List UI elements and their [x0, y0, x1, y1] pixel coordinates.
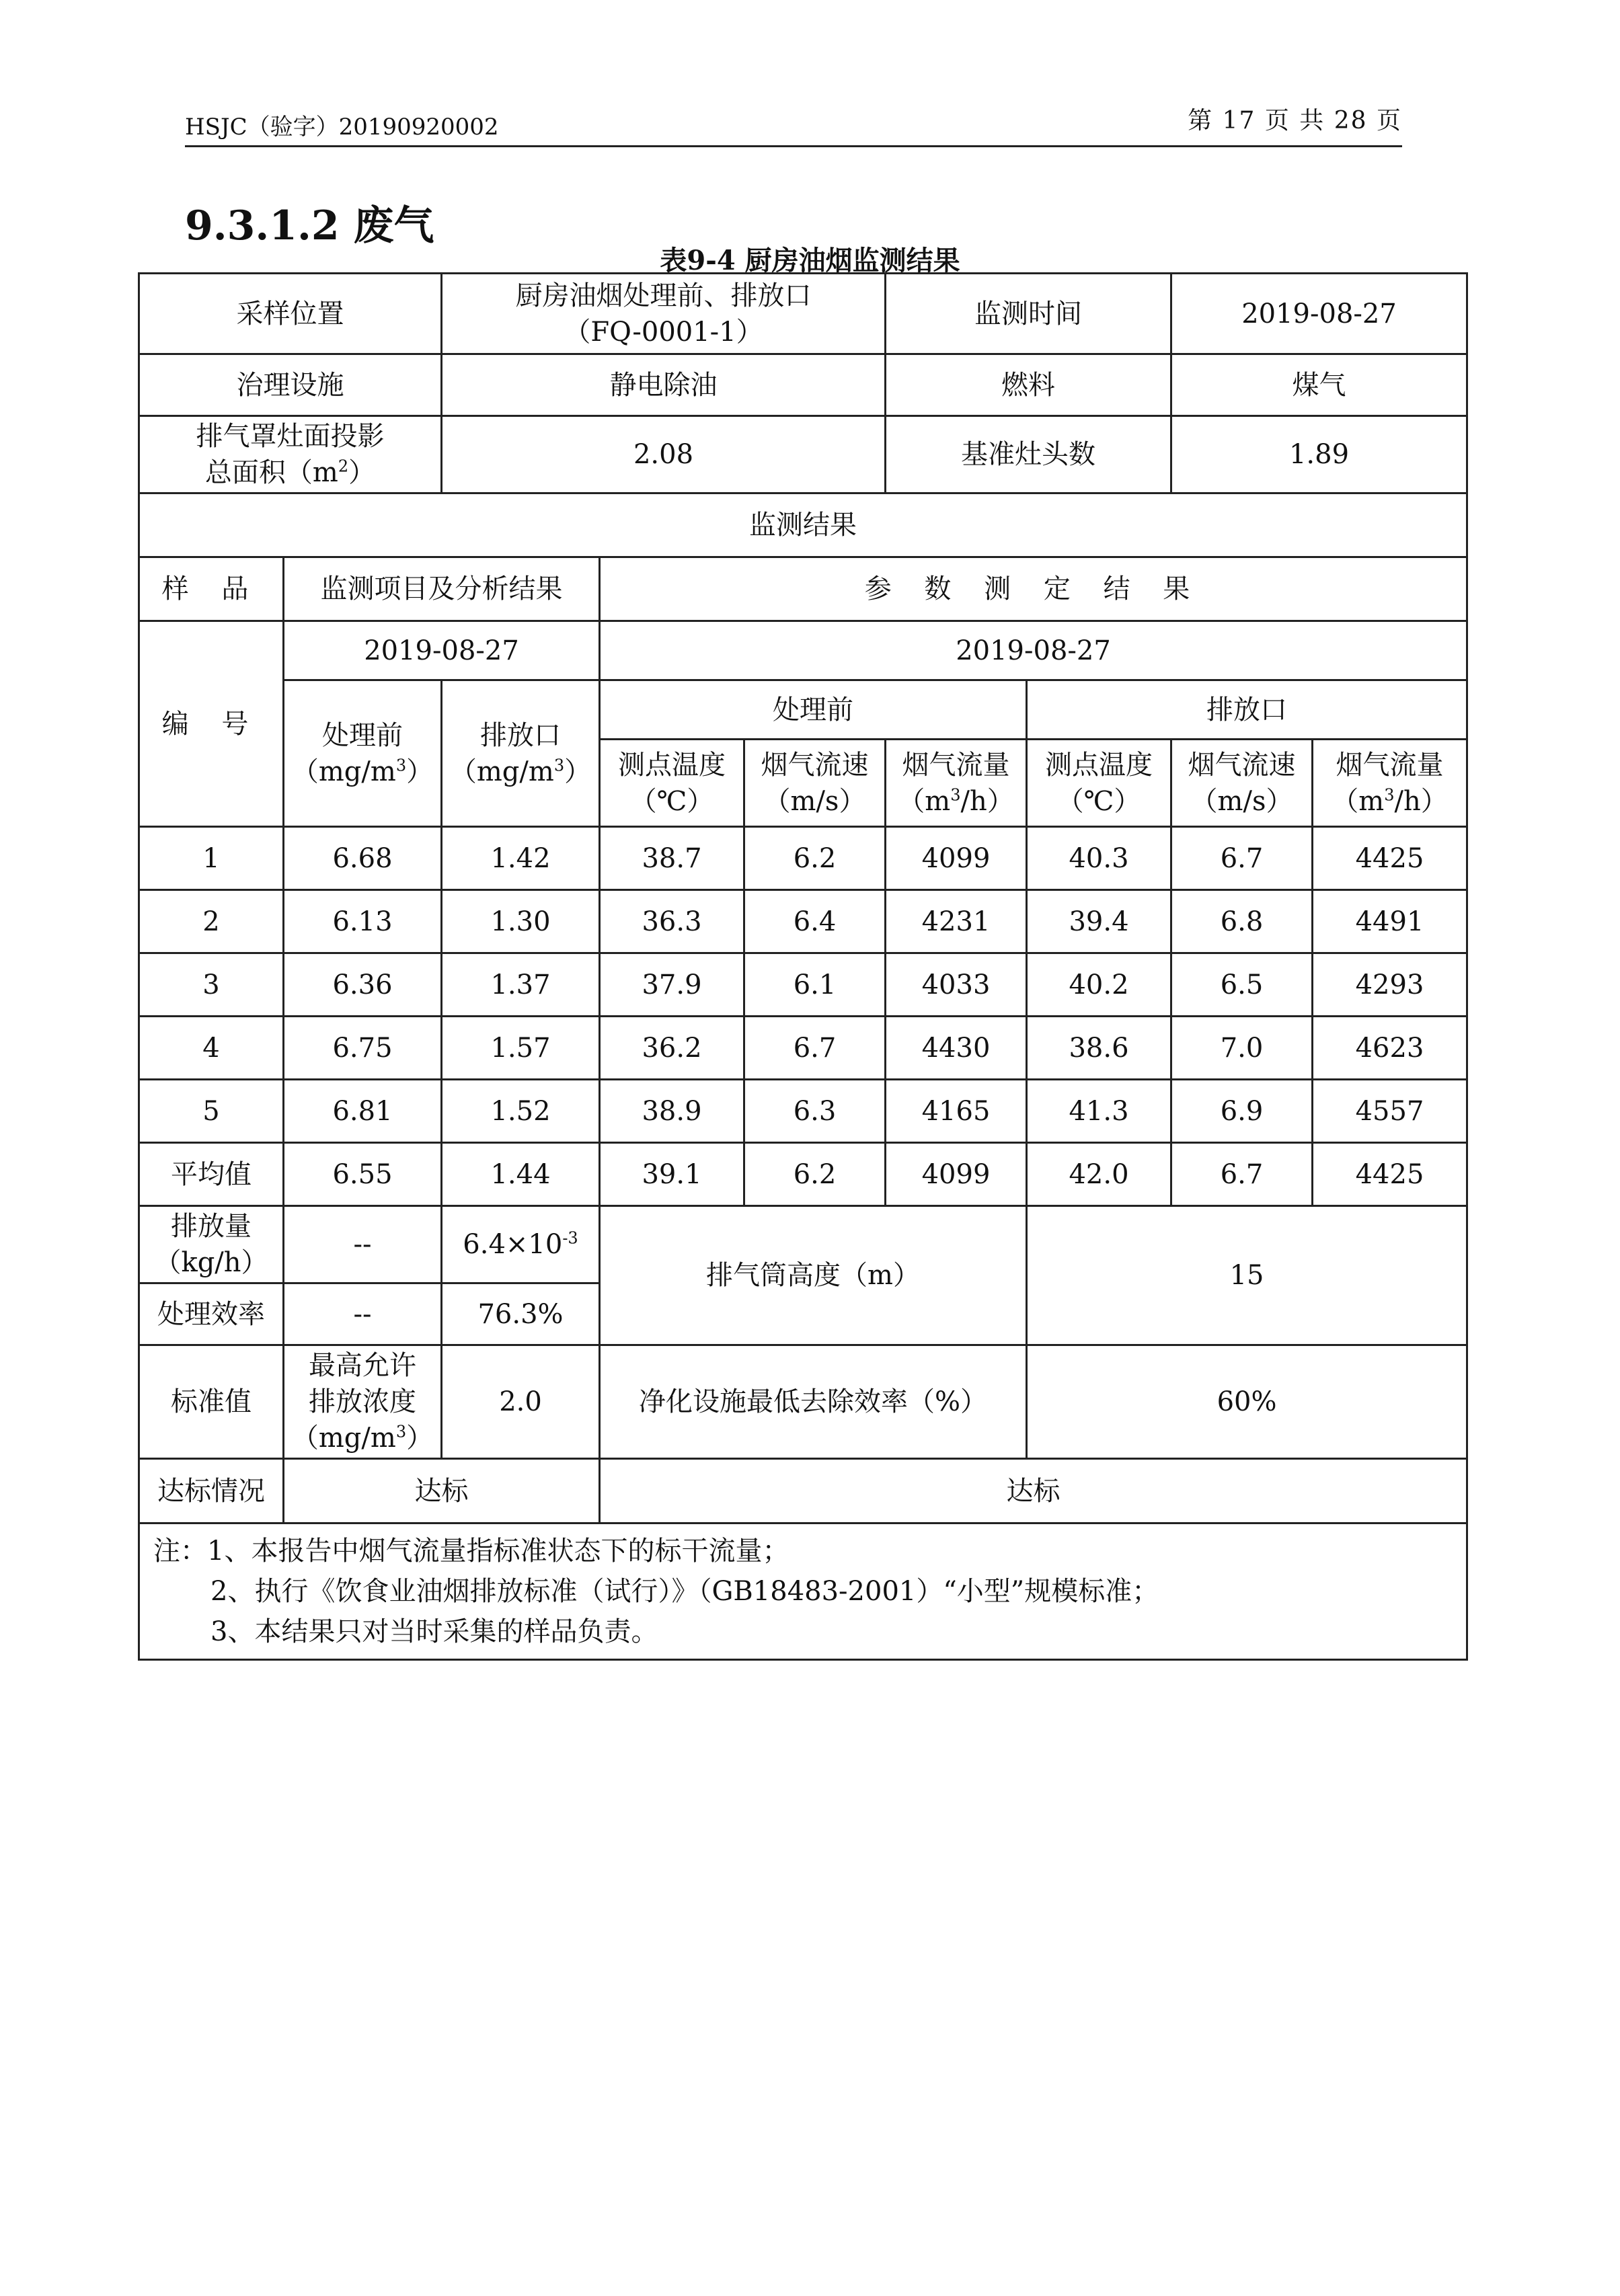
stack-height-value: 15: [1027, 1206, 1467, 1345]
sampling-location-line2: （FQ-0001-1）: [564, 316, 763, 348]
stack-height-label: 排气筒高度（m）: [600, 1206, 1027, 1345]
note-2: 2、执行《饮食业油烟排放标准（试行）》（GB18483-2001）“小型”规模标准；: [210, 1576, 1159, 1607]
avg-before-velocity: 6.2: [744, 1143, 886, 1206]
flow-unit-suffix: /h）: [1394, 785, 1448, 817]
before-conc: 6.81: [284, 1080, 442, 1143]
compliance-row: [139, 1459, 1467, 1523]
flow-unit: [889, 783, 1023, 820]
conc-unit-sup: 3: [553, 756, 565, 775]
velocity-unit: （m/s）: [1190, 785, 1293, 817]
velocity-label: 烟气流速: [1188, 749, 1296, 781]
velocity-label: 烟气流速: [761, 749, 869, 781]
header-row-1: [139, 557, 1467, 621]
temp-unit: （℃）: [1056, 785, 1141, 817]
avg-outlet-velocity: 6.7: [1171, 1143, 1313, 1206]
before-temp: 36.3: [600, 890, 744, 953]
hood-area-label-sup: 2: [338, 457, 349, 476]
outlet-velocity: 7.0: [1171, 1017, 1313, 1080]
treatment-label: 治理设施: [139, 354, 442, 416]
before-temp: 37.9: [600, 953, 744, 1017]
before-flow: 4165: [886, 1080, 1027, 1143]
date-right: 2019-08-27: [600, 621, 1467, 680]
fuel-label: 燃料: [886, 354, 1171, 416]
before-temp-header: [600, 740, 744, 827]
row-id: 4: [139, 1017, 284, 1080]
before-velocity: 6.3: [744, 1080, 886, 1143]
before-group-header: 处理前: [600, 680, 1027, 740]
standard-row: [139, 1345, 1467, 1459]
header-row-2: [139, 621, 1467, 680]
outlet-temp: 41.3: [1027, 1080, 1171, 1143]
table-row: [139, 953, 1467, 1017]
outlet-flow-header: [1313, 740, 1467, 827]
results-title: 监测结果: [139, 493, 1467, 557]
outlet-flow: 4293: [1313, 953, 1467, 1017]
standard-unit-suffix: ）: [406, 1423, 434, 1454]
row-id: 5: [139, 1080, 284, 1143]
params-header: 参 数 测 定 结 果: [600, 557, 1467, 621]
before-velocity: 6.7: [744, 1017, 886, 1080]
sampling-location-line1: 厨房油烟处理前、排放口: [515, 280, 812, 311]
standard-item-line1: 最高允许: [309, 1350, 416, 1381]
outlet-temp: 40.3: [1027, 827, 1171, 890]
emission-outlet-sup: -3: [562, 1228, 578, 1248]
compliance-right: 达标: [600, 1459, 1467, 1523]
hood-area-label-line2: [143, 454, 438, 491]
efficiency-before: --: [284, 1283, 442, 1345]
standard-unit-prefix: （mg/m: [291, 1423, 396, 1454]
outlet-conc: 1.30: [442, 890, 600, 953]
monitoring-time-label: 监测时间: [886, 274, 1171, 354]
table-row: [139, 827, 1467, 890]
before-flow-header: [886, 740, 1027, 827]
flow-unit-prefix: （m: [1332, 785, 1385, 817]
outlet-flow: 4623: [1313, 1017, 1467, 1080]
flow-unit-prefix: （m: [898, 785, 951, 817]
emission-label-line2: （kg/h）: [154, 1247, 268, 1278]
standard-item-line3: [287, 1420, 438, 1456]
outlet-conc-unit: [445, 754, 596, 790]
emission-label: [139, 1206, 284, 1283]
before-conc-label: 处理前: [322, 719, 403, 751]
efficiency-label: 处理效率: [139, 1283, 284, 1345]
outlet-velocity-header: [1171, 740, 1313, 827]
compliance-label: 达标情况: [139, 1459, 284, 1523]
hood-area-label-end: ）: [348, 457, 376, 488]
flow-unit: [1316, 783, 1463, 820]
outlet-conc: 1.57: [442, 1017, 600, 1080]
conc-unit-prefix: （mg/m: [291, 756, 396, 787]
standard-item: [284, 1345, 442, 1459]
before-conc: 6.13: [284, 890, 442, 953]
row-id: 1: [139, 827, 284, 890]
flow-unit-sup: 3: [950, 785, 961, 805]
avg-outlet-conc: 1.44: [442, 1143, 600, 1206]
standard-label: 标准值: [139, 1345, 284, 1459]
notes: [139, 1523, 1467, 1660]
emission-row: [139, 1206, 1467, 1283]
compliance-left: 达标: [284, 1459, 600, 1523]
emission-outlet: [442, 1206, 600, 1283]
outlet-temp: 39.4: [1027, 890, 1171, 953]
flow-label: 烟气流量: [1336, 749, 1444, 781]
page-header: [185, 94, 1402, 147]
header-row-3: [139, 680, 1467, 740]
avg-outlet-temp: 42.0: [1027, 1143, 1171, 1206]
outlet-conc-label: 排放口: [480, 719, 561, 751]
number-header: 编 号: [139, 621, 284, 827]
outlet-velocity: 6.7: [1171, 827, 1313, 890]
outlet-velocity: 6.9: [1171, 1080, 1313, 1143]
hood-area-label-line1: 排气罩灶面投影: [196, 421, 385, 452]
before-conc-unit: [287, 754, 438, 790]
temp-unit: （℃）: [629, 785, 714, 817]
standard-item-line2: 排放浓度: [309, 1386, 416, 1417]
info-row-2: [139, 354, 1467, 416]
info-row-3: [139, 416, 1467, 493]
fuel-value: 煤气: [1171, 354, 1467, 416]
conc-unit-suffix: ）: [406, 756, 434, 787]
conc-unit-prefix: （mg/m: [449, 756, 554, 787]
standard-unit-sup: 3: [395, 1422, 407, 1441]
before-conc: 6.68: [284, 827, 442, 890]
average-row: [139, 1143, 1467, 1206]
base-burners-value: 1.89: [1171, 416, 1467, 493]
sample-header: 样 品: [139, 557, 284, 621]
results-title-row: [139, 493, 1467, 557]
emission-outlet-base: 6.4×10: [463, 1229, 563, 1260]
flow-unit-suffix: /h）: [960, 785, 1014, 817]
conc-unit-sup: 3: [395, 756, 407, 775]
before-flow: 4033: [886, 953, 1027, 1017]
monitoring-time-value: 2019-08-27: [1171, 274, 1467, 354]
items-header: 监测项目及分析结果: [284, 557, 600, 621]
avg-before-temp: 39.1: [600, 1143, 744, 1206]
notes-row: [139, 1523, 1467, 1660]
emission-label-line1: 排放量: [171, 1211, 252, 1242]
sampling-location-cell: [442, 274, 886, 354]
velocity-unit: （m/s）: [763, 785, 866, 817]
row-id: 3: [139, 953, 284, 1017]
hood-area-label: [139, 416, 442, 493]
before-flow: 4430: [886, 1017, 1027, 1080]
avg-before-flow: 4099: [886, 1143, 1027, 1206]
hood-area-label-text: 总面积（m: [204, 457, 338, 488]
before-conc: 6.36: [284, 953, 442, 1017]
min-efficiency-value: 60%: [1027, 1345, 1467, 1459]
hood-area-value: 2.08: [442, 416, 886, 493]
before-flow: 4231: [886, 890, 1027, 953]
conc-unit-suffix: ）: [564, 756, 592, 787]
flow-label: 烟气流量: [902, 749, 1010, 781]
before-temp: 38.7: [600, 827, 744, 890]
temp-label: 测点温度: [1045, 749, 1153, 781]
treatment-value: 静电除油: [442, 354, 886, 416]
avg-before-conc: 6.55: [284, 1143, 442, 1206]
before-temp: 36.2: [600, 1017, 744, 1080]
before-velocity: 6.4: [744, 890, 886, 953]
before-velocity: 6.1: [744, 953, 886, 1017]
table-row: [139, 1080, 1467, 1143]
outlet-temp: 40.2: [1027, 953, 1171, 1017]
standard-value: 2.0: [442, 1345, 600, 1459]
page-info: 第 17 页 共 28 页: [1188, 107, 1402, 134]
table-row: [139, 1017, 1467, 1080]
emission-before: --: [284, 1206, 442, 1283]
outlet-flow: 4557: [1313, 1080, 1467, 1143]
outlet-flow: 4425: [1313, 827, 1467, 890]
before-velocity-header: [744, 740, 886, 827]
min-efficiency-label: 净化设施最低去除效率（%）: [600, 1345, 1027, 1459]
before-velocity: 6.2: [744, 827, 886, 890]
document-number: HSJC（验字）20190920002: [185, 114, 499, 141]
flow-unit-sup: 3: [1384, 785, 1395, 805]
outlet-conc: 1.37: [442, 953, 600, 1017]
note-3: 3、本结果只对当时采集的样品负责。: [210, 1616, 658, 1647]
info-row-1: [139, 274, 1467, 354]
outlet-velocity: 6.8: [1171, 890, 1313, 953]
before-temp: 38.9: [600, 1080, 744, 1143]
row-id: 2: [139, 890, 284, 953]
table-row: [139, 890, 1467, 953]
outlet-temp-header: [1027, 740, 1171, 827]
outlet-flow: 4491: [1313, 890, 1467, 953]
outlet-velocity: 6.5: [1171, 953, 1313, 1017]
table-title: 表9-4 厨房油烟监测结果: [660, 245, 960, 276]
outlet-conc-header: [442, 680, 600, 827]
outlet-group-header: 排放口: [1027, 680, 1467, 740]
temp-label: 测点温度: [618, 749, 726, 781]
note-1: 注：1、本报告中烟气流量指标准状态下的标干流量；: [153, 1536, 789, 1567]
before-conc: 6.75: [284, 1017, 442, 1080]
avg-outlet-flow: 4425: [1313, 1143, 1467, 1206]
outlet-conc: 1.52: [442, 1080, 600, 1143]
date-left: 2019-08-27: [284, 621, 600, 680]
outlet-temp: 38.6: [1027, 1017, 1171, 1080]
monitoring-table: [138, 272, 1468, 1661]
base-burners-label: 基准灶头数: [886, 416, 1171, 493]
before-flow: 4099: [886, 827, 1027, 890]
before-conc-header: [284, 680, 442, 827]
average-label: 平均值: [139, 1143, 284, 1206]
outlet-conc: 1.42: [442, 827, 600, 890]
sampling-location-label: 采样位置: [139, 274, 442, 354]
monitoring-table-wrapper: [138, 272, 1466, 1661]
efficiency-outlet: 76.3%: [442, 1283, 600, 1345]
section-title: 9.3.1.2 废气: [185, 202, 434, 249]
